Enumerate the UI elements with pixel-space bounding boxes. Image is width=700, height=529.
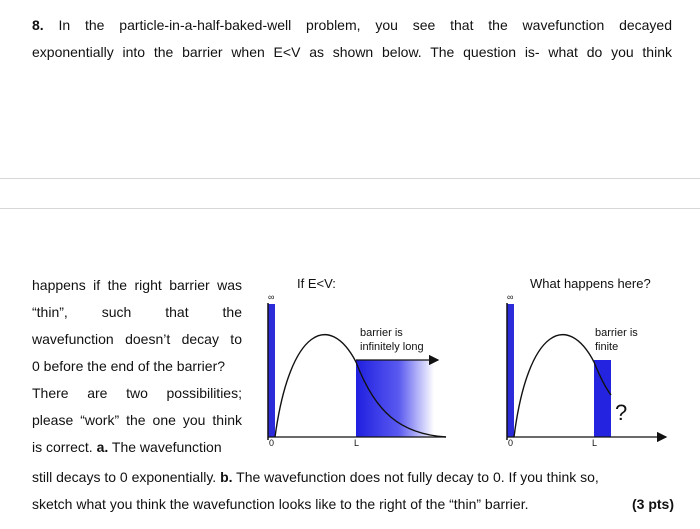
question-continuation: [32, 464, 677, 518]
origin-label: 0: [508, 438, 514, 448]
infinity-label: ∞: [268, 292, 275, 302]
left-line: 0 before the end of the barrier?: [32, 358, 226, 374]
right-panel-title: What happens here?: [530, 276, 651, 291]
question-mark: ?: [615, 400, 628, 425]
part-a-label: a.: [96, 439, 109, 455]
left-panel-title: If E<V:: [297, 276, 336, 291]
finite-barrier: [594, 360, 611, 437]
part-b-label: b.: [220, 469, 233, 485]
divider-top: [0, 178, 700, 179]
origin-label: 0: [269, 438, 275, 448]
infinite-wall: [507, 304, 514, 437]
wavefunction-diagram: [250, 262, 680, 460]
left-line: There are two possibilities;: [32, 385, 242, 401]
question-number: 8.: [32, 17, 44, 33]
bottom-line-1: still decays to 0 exponentially. b. The wavefunction does not fully decay to 0. If you think so,: [32, 469, 599, 485]
left-panel: [268, 276, 446, 448]
question-line-1: 8. In the particle-in-a-half-baked-well problem, you see that the wavefunction decayed: [32, 17, 673, 33]
question-intro: [32, 12, 672, 66]
L-label: L: [354, 438, 360, 448]
left-line: happens if the right barrier was: [32, 277, 242, 293]
barrier-label-line2: finite: [595, 341, 619, 353]
points-label: (3 pts): [632, 496, 674, 512]
bottom-line-2: sketch what you think the wavefunction looks like to the right of the “thin” barrier.: [32, 496, 529, 512]
left-line: “thin”, such that the: [32, 304, 242, 320]
right-panel: [507, 276, 666, 448]
infinite-barrier: [356, 360, 434, 437]
barrier-label-line1: barrier is: [360, 327, 403, 339]
question-line-2: exponentially into the barrier when E<V as shown below. The question is- what do you think: [32, 44, 672, 60]
infinity-label: ∞: [507, 292, 514, 302]
barrier-label-line2: infinitely long: [360, 341, 424, 353]
left-line: wavefunction doesn’t decay to: [32, 331, 242, 347]
barrier-label-line1: barrier is: [595, 327, 638, 339]
divider-bottom: [0, 208, 700, 209]
left-line-part-a: is correct. a. The wavefunction: [32, 439, 222, 455]
L-label: L: [592, 438, 598, 448]
left-line: please “work” the one you think: [32, 412, 242, 428]
infinite-wall: [268, 304, 275, 437]
question-left-column: [32, 272, 242, 461]
